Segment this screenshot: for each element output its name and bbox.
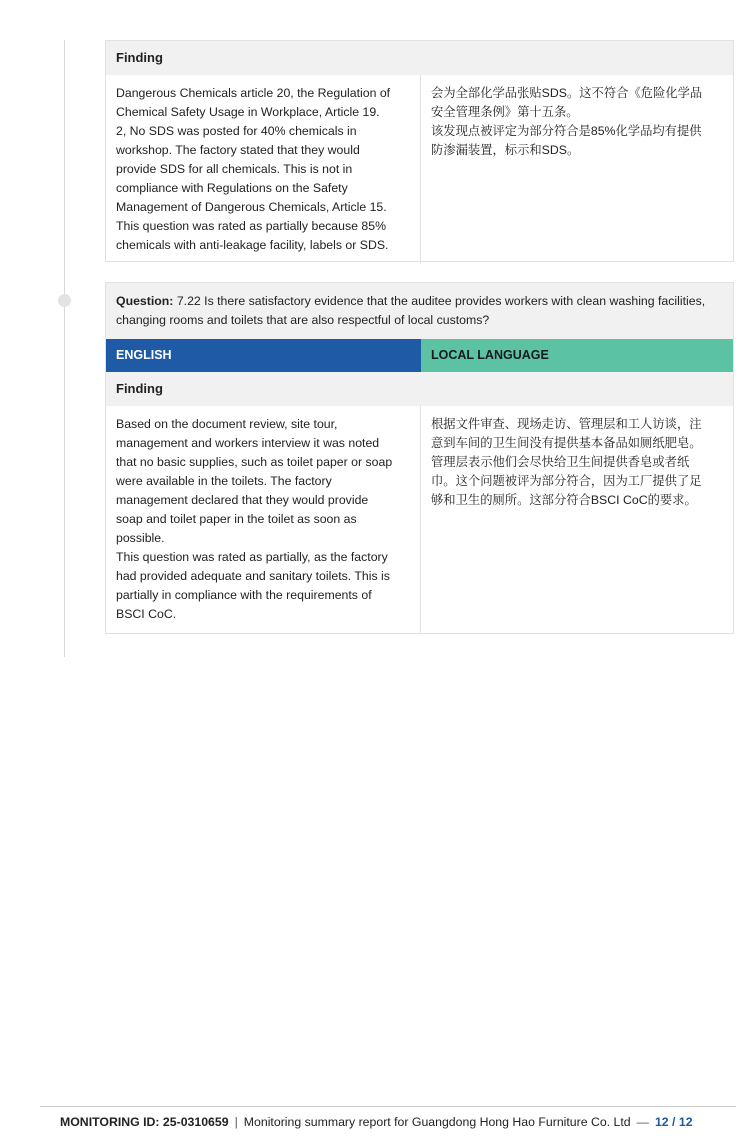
finding-heading: Finding [106,372,733,406]
finding-local-line: 根据文件审查、现场走访、管理层和工人访谈，注 [431,417,702,431]
question-card-7-22 [105,282,734,634]
finding-english-text: Based on the document review, site tour, management and workers interview it was noted that no basic supplies, such as toilet paper or soap were available in the toilets. The factory management declared that they would provide soap and toilet paper in the toilet as soon as possible. This question was rated as partially, as the factory had provided adequate and sanitary toilets. This is partially in compliance with the requirements of BSCI CoC. [116,417,393,621]
finding-local-line: 管理层表示他们会尽快给卫生间提供香皂或者纸 [431,455,690,469]
local-language-column-header: LOCAL LANGUAGE [421,339,733,372]
timeline-dot [58,294,71,307]
finding-local-line: 会为全部化学品张贴SDS。这不符合《危险化学品 [431,86,703,100]
finding-local-cell [421,75,733,264]
footer-separator: | [234,1115,238,1129]
finding-local-cell [421,406,733,633]
finding-local-line: 安全管理条例》第十五条。 [431,105,579,119]
language-header-bar [106,339,733,372]
finding-card-continued [105,40,734,262]
finding-local-line: 够和卫生的厕所。这部分符合BSCI CoC的要求。 [431,493,697,507]
finding-local-line: 意到车间的卫生间没有提供基本备品如厕纸肥皂。 [431,436,702,450]
finding-english-cell [106,406,421,633]
question-text: 7.22 Is there satisfactory evidence that the auditee provides workers with clean washing facilities, changing rooms and toilets that are also respectful of local customs? [116,294,706,327]
finding-english-text: Dangerous Chemicals article 20, the Regulation of Chemical Safety Usage in Workplace, Article 19. 2, No SDS was posted for 40% chemicals in workshop. The factory stated that they would provide SDS for all chemicals. This is not in compliance with Regulations on the Safety Management of Dangerous Chemicals, Article 15. This question was rated as partially because 85% chemicals with anti-leakage facility, labels or SDS. [116,86,391,252]
finding-row [106,75,733,264]
footer-dash: — [636,1115,649,1129]
footer-divider [40,1106,736,1107]
monitoring-id: MONITORING ID: 25-0310659 [60,1115,229,1129]
finding-english-cell [106,75,421,264]
finding-local-line: 巾。这个问题被评为部分符合，因为工厂提供了足 [431,474,702,488]
page-number: 12 / 12 [654,1115,693,1129]
finding-row [106,406,733,633]
page-footer [60,1115,740,1129]
finding-local-line: 防渗漏装置，标示和SDS。 [431,143,580,157]
finding-local-line: 该发现点被评定为部分符合是85%化学品均有提供 [431,124,702,138]
finding-heading: Finding [106,41,733,75]
timeline-line [64,40,65,657]
english-column-header: ENGLISH [106,339,421,372]
question-label: Question: [116,294,174,308]
question-text-block [106,283,733,339]
report-title: Monitoring summary report for Guangdong Hong Hao Furniture Co. Ltd [243,1115,631,1129]
